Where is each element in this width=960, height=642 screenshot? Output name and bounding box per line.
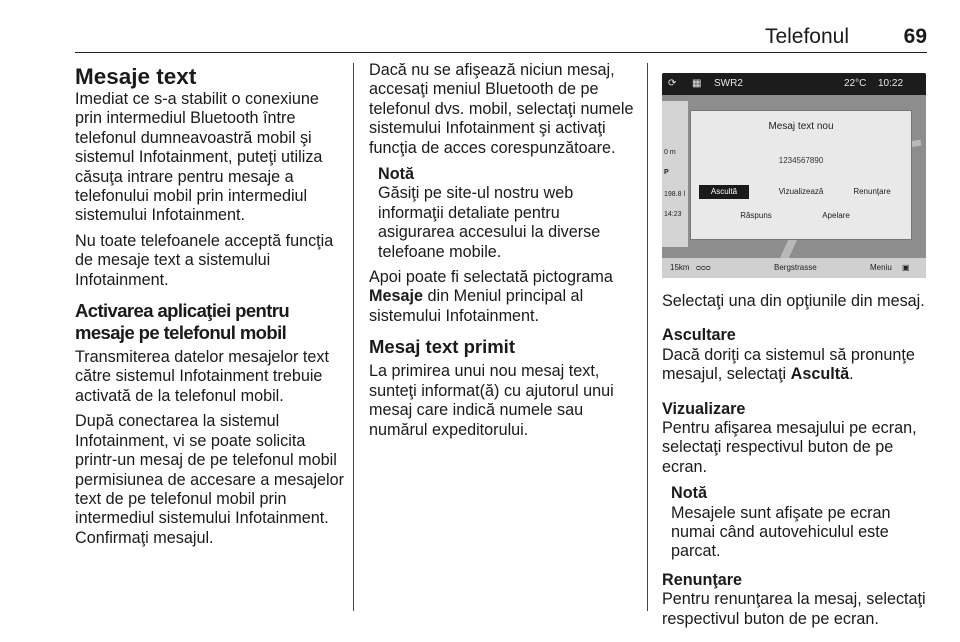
paragraph-no-message: Dacă nu se afişează niciun mesaj, accesaţi meniul Bluetooth de pe telefonul dvs. mobil, selectaţi numele sistemului Infotainment şi activaţi funcţia de acces corespunzătoare. (369, 61, 634, 157)
listen-keyword: Ascultă (790, 365, 850, 384)
dialog-title: Mesaj text nou (768, 121, 834, 132)
distance-label: 15km (670, 263, 690, 272)
note-block-2 (662, 484, 932, 562)
paragraph-select-option: Selectaţi una din opţiunile din mesaj. (662, 292, 925, 310)
page-number: 69 (903, 25, 927, 48)
new-message-dialog (690, 110, 912, 240)
station-name: SWR2 (714, 78, 743, 89)
text-run: Dacă doriţi ca sistemul să pronunţe mesajul, selectaţi (662, 345, 915, 384)
heading-received-message: Mesaj text primit (369, 336, 515, 358)
header-rule (75, 52, 927, 53)
paragraph-support: Nu toate telefoanele acceptă funcţia de mesaje text a sistemului Infotainment. (75, 231, 334, 289)
page-header (75, 25, 927, 51)
paragraph-confirm: După conectarea la sistemul Infotainment, vi se poate solicita printr-un mesaj de pe telefonul mobil permisiunea de accesare a mesajelor text de pe telefonul mobil prin intermediul sistemului Infotainment. Confirmaţi mesajul. (75, 412, 345, 547)
heading-activate-app: Activarea aplicaţiei pentru mesaje pe telefonul mobil (75, 300, 290, 344)
column-left (75, 61, 345, 548)
messages-keyword: Mesaje (369, 287, 423, 306)
heading-cancel: Renunţare (662, 570, 743, 589)
menu-button[interactable]: Meniu (870, 263, 892, 272)
temperature: 22°C (844, 78, 867, 89)
column-right (662, 292, 932, 629)
note-text: Găsiţi pe site-ul nostru web informaţii detaliate pentru asigurarea accesului la diverse telefoane mobile. (378, 184, 601, 261)
section-title: Telefonul (764, 25, 849, 48)
paragraph-cancel: Pentru renunţarea la mesaj, selectaţi respectivul buton de pe ecran. (662, 590, 926, 628)
paragraph-intro: Imediat ce s-a stabilit o conexiune prin intermediul Bluetooth între telefonul dumneavoastră mobil şi sistemul Infotainment, puteţi utiliza căsuţa intrare pentru mesaje a telefonului mobil prin intermediul sistemului Infotainment. (75, 90, 323, 225)
note-text: Mesajele sunt afişate pe ecran numai când autovehiculul este parcat. (671, 503, 891, 561)
paragraph-view: Pentru afişarea mesajului pe ecran, selectaţi respectivul buton de pe ecran. (662, 419, 917, 476)
favourites-icon[interactable]: ᴑᴑᴑ (696, 263, 711, 272)
paragraph-messages-icon (369, 268, 639, 326)
side-label: 198.8 l (664, 191, 686, 198)
status-bar (662, 73, 926, 95)
side-label: 14:23 (664, 211, 682, 218)
sender-number: 1234567890 (778, 156, 824, 165)
view-button[interactable]: Vizualizează (778, 187, 824, 196)
text-run: Apoi poate fi selectată pictograma (369, 268, 613, 287)
paragraph-received: La primirea unui nou mesaj text, sunteţi informat(ă) cu ajutorul unui mesaj care indică numele sau numărul expeditorului. (369, 362, 614, 439)
call-button[interactable]: Apelare (822, 211, 850, 220)
heading-listen: Ascultare (662, 326, 736, 345)
side-label: 0 m (664, 149, 676, 156)
side-label: P (664, 169, 669, 176)
radio-icon: ▦ (692, 78, 702, 89)
infotainment-screenshot (662, 73, 926, 278)
column-divider-2 (647, 63, 648, 611)
note-label: Notă (378, 165, 414, 184)
paragraph-transmission: Transmiterea datelor mesajelor text către sistemul Infotainment trebuie activată de la telefonul mobil. (75, 348, 330, 405)
clock: 10:22 (878, 78, 904, 89)
cancel-button[interactable]: Renunţare (853, 187, 891, 196)
bottom-bar (662, 258, 926, 278)
note-label: Notă (671, 484, 707, 503)
note-block (369, 165, 639, 262)
nav-side-panel (662, 101, 688, 247)
street-name: Bergstrasse (774, 263, 817, 272)
listen-button[interactable]: Ascultă (699, 185, 749, 199)
reply-button[interactable]: Răspuns (740, 211, 772, 220)
paragraph-listen (662, 346, 932, 385)
heading-text-messages: Mesaje text (75, 64, 197, 89)
text-run: din Meniul principal al sistemului Infotainment. (369, 287, 584, 325)
text-run: . (849, 365, 854, 384)
column-middle (369, 61, 639, 440)
column-divider-1 (353, 63, 354, 611)
map-view-icon[interactable]: ▣ (902, 263, 910, 272)
refresh-icon: ⟳ (668, 78, 677, 89)
heading-view: Vizualizare (662, 399, 746, 418)
